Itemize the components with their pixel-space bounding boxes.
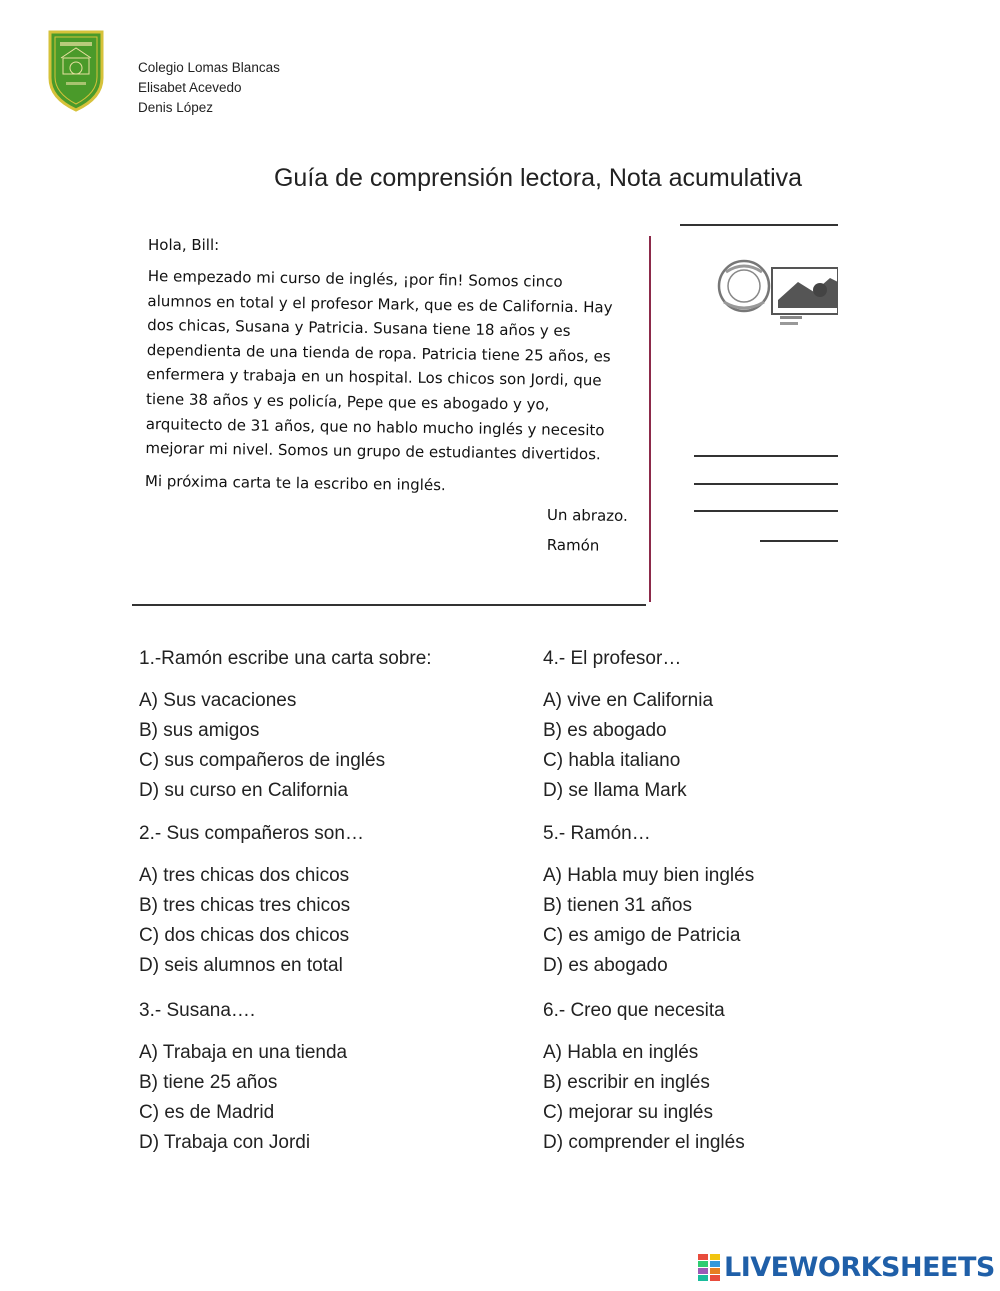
answer-option[interactable]: B) es abogado	[543, 720, 667, 741]
school-name: Colegio Lomas Blancas	[138, 60, 280, 75]
letter-closing-block	[147, 495, 628, 562]
postcard-bottom-edge	[132, 604, 646, 606]
address-line	[694, 510, 838, 512]
letter-text	[144, 236, 628, 561]
school-info	[138, 58, 280, 118]
answer-option[interactable]: D) se llama Mark	[543, 780, 687, 801]
answer-option[interactable]: A) Habla muy bien inglés	[543, 865, 755, 886]
answer-option[interactable]: C) dos chicas dos chicos	[139, 925, 350, 946]
address-line	[694, 483, 838, 485]
answer-option[interactable]: B) tiene 25 años	[139, 1072, 278, 1093]
question-title: 2.- Sus compañeros son…	[139, 823, 364, 844]
address-line	[760, 540, 838, 542]
question-5	[543, 821, 923, 981]
question-1	[139, 646, 519, 806]
question-3	[139, 998, 519, 1158]
answer-option[interactable]: D) su curso en California	[139, 780, 349, 801]
school-crest-icon	[46, 28, 106, 112]
answer-option[interactable]: D) comprender el inglés	[543, 1132, 745, 1153]
letter-paragraph: Mi próxima carta te la escribo en inglés.	[144, 471, 446, 494]
answer-option[interactable]: A) tres chicas dos chicos	[139, 865, 350, 886]
answer-option[interactable]: C) es amigo de Patricia	[543, 925, 741, 946]
answer-option[interactable]: B) tienen 31 años	[543, 895, 692, 916]
answer-option[interactable]: C) sus compañeros de inglés	[139, 750, 386, 771]
question-6	[543, 998, 923, 1158]
answer-option[interactable]: B) escribir en inglés	[543, 1072, 710, 1093]
answer-option[interactable]: D) Trabaja con Jordi	[139, 1132, 311, 1153]
answer-option[interactable]: C) es de Madrid	[139, 1102, 275, 1123]
question-4	[543, 646, 923, 806]
question-title: 4.- El profesor…	[543, 648, 682, 669]
postmark-stamp-icon	[710, 252, 838, 330]
letter-paragraph: He empezado mi curso de inglés, ¡por fin! Somos cinco alumnos en total y el profesor Mark, que es de California. Hay dos chicas, Susana y Patricia. Susana tiene 18 años y es dependienta de una tienda de ropa. Patricia tiene 25 años, es enfermera y trabaja en un hospital. Los chicos son Jordi, que tiene 38 años y es policía, Pepe que es abogado y yo, arquitecto de 31 años, que no hablo mucho inglés y necesito mejorar mi nivel. Somos un grupo de estudiantes divertidos.	[145, 266, 613, 464]
letter-closing: Un abrazo.	[546, 506, 628, 526]
liveworksheets-brand[interactable]	[698, 1252, 995, 1283]
answer-option[interactable]: C) mejorar su inglés	[543, 1102, 713, 1123]
answer-option[interactable]: A) Sus vacaciones	[139, 690, 297, 711]
answer-option[interactable]: B) sus amigos	[139, 720, 260, 741]
question-title: 5.- Ramón…	[543, 823, 651, 844]
postcard-divider	[649, 236, 651, 602]
answer-option[interactable]: B) tres chicas tres chicos	[139, 895, 351, 916]
answer-option[interactable]: D) seis alumnos en total	[139, 955, 343, 976]
address-line	[694, 455, 838, 457]
page-title: Guía de comprensión lectora, Nota acumulativa	[273, 164, 803, 192]
letter-greeting: Hola, Bill:	[148, 236, 220, 254]
postcard-top-edge	[680, 224, 838, 226]
liveworksheets-wordmark: LIVEWORKSHEETS	[724, 1252, 995, 1283]
letter-signature: Ramón	[546, 536, 600, 555]
teacher-name-2: Denis López	[138, 100, 214, 115]
letter-body	[145, 264, 628, 500]
answer-option[interactable]: D) es abogado	[543, 955, 668, 976]
answer-option[interactable]: C) habla italiano	[543, 750, 681, 771]
question-title: 3.- Susana….	[139, 1000, 256, 1021]
question-title: 1.-Ramón escribe una carta sobre:	[139, 648, 432, 669]
answer-option[interactable]: A) Habla en inglés	[543, 1042, 699, 1063]
teacher-name-1: Elisabet Acevedo	[138, 80, 242, 95]
question-2	[139, 821, 519, 981]
liveworksheets-logo-icon	[698, 1254, 720, 1282]
postcard	[132, 222, 838, 610]
question-title: 6.- Creo que necesita	[543, 1000, 725, 1021]
answer-option[interactable]: A) vive en California	[543, 690, 714, 711]
answer-option[interactable]: A) Trabaja en una tienda	[139, 1042, 348, 1063]
